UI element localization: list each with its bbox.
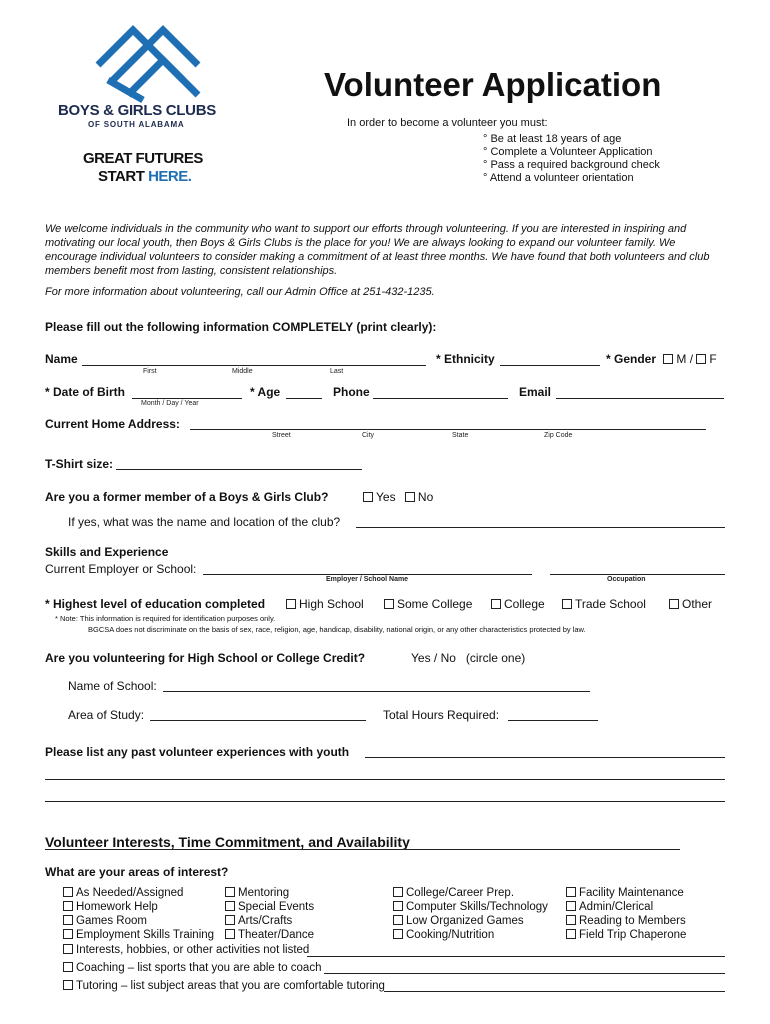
requirement-item: ° Pass a required background check (483, 159, 660, 171)
interest-checkbox[interactable] (63, 915, 73, 925)
interest-label: Admin/Clerical (579, 901, 654, 913)
tutoring-item[interactable] (63, 980, 385, 992)
interest-label: As Needed/Assigned (76, 887, 184, 899)
contact-line: For more information about volunteering, call our Admin Office at 251-432-1235. (45, 286, 435, 298)
occupation-sub: Occupation (607, 576, 646, 583)
interest-column-3 (393, 886, 548, 942)
gender-f-checkbox[interactable] (696, 354, 706, 364)
interest-checkbox[interactable] (566, 887, 576, 897)
former-yes-checkbox[interactable] (363, 492, 373, 502)
edu-high-school[interactable] (286, 597, 364, 611)
requirement-item: ° Be at least 18 years of age (483, 133, 622, 145)
interest-item[interactable] (63, 900, 214, 914)
gender-m-checkbox[interactable] (663, 354, 673, 364)
age-label: * Age (250, 385, 281, 399)
interest-label: Cooking/Nutrition (406, 929, 495, 941)
requirements-intro: In order to become a volunteer you must: (347, 117, 548, 129)
interest-checkbox[interactable] (393, 915, 403, 925)
org-name: BOYS & GIRLS CLUBS (58, 102, 216, 119)
interest-label: Low Organized Games (406, 915, 524, 927)
study-label: Area of Study: (68, 708, 145, 722)
edu-other-checkbox[interactable] (669, 599, 679, 609)
interests-question: What are your areas of interest? (45, 865, 229, 879)
interest-label: Games Room (76, 915, 147, 927)
name-label: Name (45, 352, 78, 366)
credit-answer[interactable]: Yes / No (circle one) (411, 651, 526, 665)
interest-checkbox[interactable] (566, 929, 576, 939)
interest-item[interactable] (566, 900, 686, 914)
interest-item[interactable] (566, 886, 686, 900)
hobbies-input[interactable] (307, 956, 725, 957)
past-experience-input-3[interactable] (45, 801, 725, 802)
interest-label: Special Events (238, 901, 315, 913)
gender-f-label: F (709, 352, 717, 366)
former-no-checkbox[interactable] (405, 492, 415, 502)
edu-college[interactable] (491, 597, 545, 611)
interest-label: Theater/Dance (238, 929, 315, 941)
requirement-item: ° Complete a Volunteer Application (483, 146, 653, 158)
former-yes-label: Yes (376, 490, 396, 504)
interest-column-2 (225, 886, 314, 942)
interest-column-1 (63, 886, 214, 942)
interest-checkbox[interactable] (225, 915, 235, 925)
interest-item[interactable] (393, 928, 548, 942)
interest-checkbox[interactable] (63, 901, 73, 911)
address-label: Current Home Address: (45, 417, 180, 431)
address-state-sub: State (452, 432, 469, 439)
club-input[interactable] (356, 527, 725, 528)
tshirt-input[interactable] (116, 469, 362, 470)
org-region: OF SOUTH ALABAMA (88, 120, 185, 129)
coaching-item[interactable] (63, 962, 321, 974)
interest-label: Homework Help (76, 901, 158, 913)
coaching-label: Coaching – list sports that you are able to coach (76, 962, 322, 974)
phone-label: Phone (333, 385, 370, 399)
gender-m-label: M / (676, 352, 697, 366)
education-row (45, 597, 265, 611)
requirements-list (483, 133, 660, 185)
school-input[interactable] (163, 691, 590, 692)
tutoring-checkbox[interactable] (63, 980, 73, 990)
interest-label: Arts/Crafts (238, 915, 293, 927)
interest-checkbox[interactable] (393, 929, 403, 939)
interest-item[interactable] (566, 914, 686, 928)
hours-label: Total Hours Required: (383, 708, 500, 722)
name-first-sub: First (143, 368, 157, 375)
interest-item[interactable] (393, 914, 548, 928)
interest-item[interactable] (393, 886, 548, 900)
past-experience-input-1[interactable] (365, 757, 725, 758)
interest-label: Reading to Members (579, 915, 686, 927)
tutoring-input[interactable] (384, 991, 725, 992)
skills-heading: Skills and Experience (45, 545, 169, 559)
requirement-item: ° Attend a volunteer orientation (483, 172, 634, 184)
past-experience-label: Please list any past volunteer experiences with youth (45, 745, 350, 759)
tagline-line2 (98, 168, 191, 185)
interest-label: Field Trip Chaperone (579, 929, 687, 941)
gender-label (606, 352, 717, 366)
education-label: * Highest level of education completed (45, 597, 266, 611)
interest-label: Mentoring (238, 887, 290, 899)
edu-high-school-label: High School (299, 597, 364, 611)
edu-trade-school[interactable] (562, 597, 646, 611)
employer-sub: Employer / School Name (326, 576, 409, 583)
hobbies-checkbox[interactable] (63, 944, 73, 954)
ethnicity-label: * Ethnicity (436, 352, 495, 366)
age-input[interactable] (286, 398, 322, 399)
tagline-line1: GREAT FUTURES (83, 150, 203, 167)
interest-label: Facility Maintenance (579, 887, 684, 899)
interests-heading: Volunteer Interests, Time Commitment, and Availability (45, 834, 410, 850)
interest-item[interactable] (566, 928, 686, 942)
study-input[interactable] (150, 720, 366, 721)
interest-checkbox[interactable] (393, 901, 403, 911)
employer-input[interactable] (203, 574, 532, 575)
interest-checkbox[interactable] (566, 915, 576, 925)
email-input[interactable] (556, 398, 724, 399)
interest-item[interactable] (225, 914, 314, 928)
hours-input[interactable] (508, 720, 598, 721)
dob-input[interactable] (132, 398, 242, 399)
hands-logo-icon (88, 20, 218, 105)
interest-checkbox[interactable] (225, 887, 235, 897)
employer-label: Current Employer or School: (45, 562, 197, 576)
interest-checkbox[interactable] (393, 887, 403, 897)
interests-heading-rule (45, 849, 680, 850)
name-middle-sub: Middle (232, 368, 253, 375)
interest-label: Computer Skills/Technology (406, 901, 548, 913)
edu-trade-school-checkbox[interactable] (562, 599, 572, 609)
tshirt-label: T-Shirt size: (45, 457, 114, 471)
dob-sub: Month / Day / Year (141, 400, 199, 407)
phone-input[interactable] (373, 398, 508, 399)
interest-item[interactable] (393, 900, 548, 914)
interest-checkbox[interactable] (63, 887, 73, 897)
page-title: Volunteer Application (324, 66, 662, 103)
note-line1: * Note: This information is required for identification purposes only. (55, 614, 276, 623)
ethnicity-input[interactable] (500, 365, 600, 366)
interest-checkbox[interactable] (63, 929, 73, 939)
form-instruction: Please fill out the following information COMPLETELY (print clearly): (45, 320, 437, 334)
address-city-sub: City (362, 432, 375, 439)
coaching-input[interactable] (324, 973, 725, 974)
interest-label: College/Career Prep. (406, 887, 515, 899)
occupation-input[interactable] (550, 574, 725, 575)
coaching-checkbox[interactable] (63, 962, 73, 972)
edu-some-college[interactable] (384, 597, 472, 611)
edu-trade-school-label: Trade School (575, 597, 646, 611)
name-input[interactable] (82, 365, 426, 366)
interest-checkbox[interactable] (225, 929, 235, 939)
credit-question: Are you volunteering for High School or College Credit? (45, 651, 366, 665)
edu-some-college-label: Some College (397, 597, 473, 611)
tagline-start: START (98, 168, 149, 185)
interest-item[interactable] (225, 886, 314, 900)
email-label: Email (519, 385, 552, 399)
interest-label: Employment Skills Training (76, 929, 215, 941)
interest-item[interactable] (225, 900, 314, 914)
club-question: If yes, what was the name and location of the club? (68, 515, 341, 529)
address-input[interactable] (190, 429, 706, 430)
edu-college-label: College (504, 597, 545, 611)
interest-item[interactable] (63, 928, 214, 942)
interest-item[interactable] (63, 914, 214, 928)
logo (58, 20, 238, 190)
edu-other-label: Other (682, 597, 713, 611)
address-zip-sub: Zip Code (544, 432, 573, 439)
interest-column-4 (566, 886, 686, 942)
interest-item[interactable] (63, 886, 214, 900)
past-experience-input-2[interactable] (45, 779, 725, 780)
intro-paragraph: We welcome individuals in the community who want to support our efforts through volunteering. If you are interested in inspiring and motivating our local youth, then Boys & Girls Clubs is the place for you! We are always looking to expand our volunteer family. We encourage individual volunteers to consider making a commitment of at least three months. We have found that both volunteers and club members benefit most from lasting, consistent relationships. (45, 223, 710, 277)
school-label: Name of School: (68, 679, 157, 693)
former-no-label: No (417, 490, 434, 504)
address-street-sub: Street (272, 432, 291, 439)
interest-checkbox[interactable] (225, 901, 235, 911)
edu-some-college-checkbox[interactable] (384, 599, 394, 609)
dob-label: * Date of Birth (45, 385, 126, 399)
edu-other[interactable] (669, 597, 712, 611)
interest-checkbox[interactable] (566, 901, 576, 911)
hobbies-item[interactable] (63, 944, 309, 956)
tutoring-label: Tutoring – list subject areas that you are comfortable tutoring (76, 980, 385, 992)
gender-text: * Gender (606, 352, 657, 366)
former-member-question: Are you a former member of a Boys & Girls Club? (45, 490, 329, 504)
former-member-options (363, 490, 433, 504)
note-line2: BGCSA does not discriminate on the basis of sex, race, religion, age, handicap, disability, national origin, or any other characteristics protected by law. (88, 625, 586, 634)
edu-high-school-checkbox[interactable] (286, 599, 296, 609)
interest-item[interactable] (225, 928, 314, 942)
tagline-here: HERE. (148, 168, 192, 185)
hobbies-label: Interests, hobbies, or other activities not listed (76, 944, 310, 956)
name-last-sub: Last (330, 368, 344, 375)
edu-college-checkbox[interactable] (491, 599, 501, 609)
